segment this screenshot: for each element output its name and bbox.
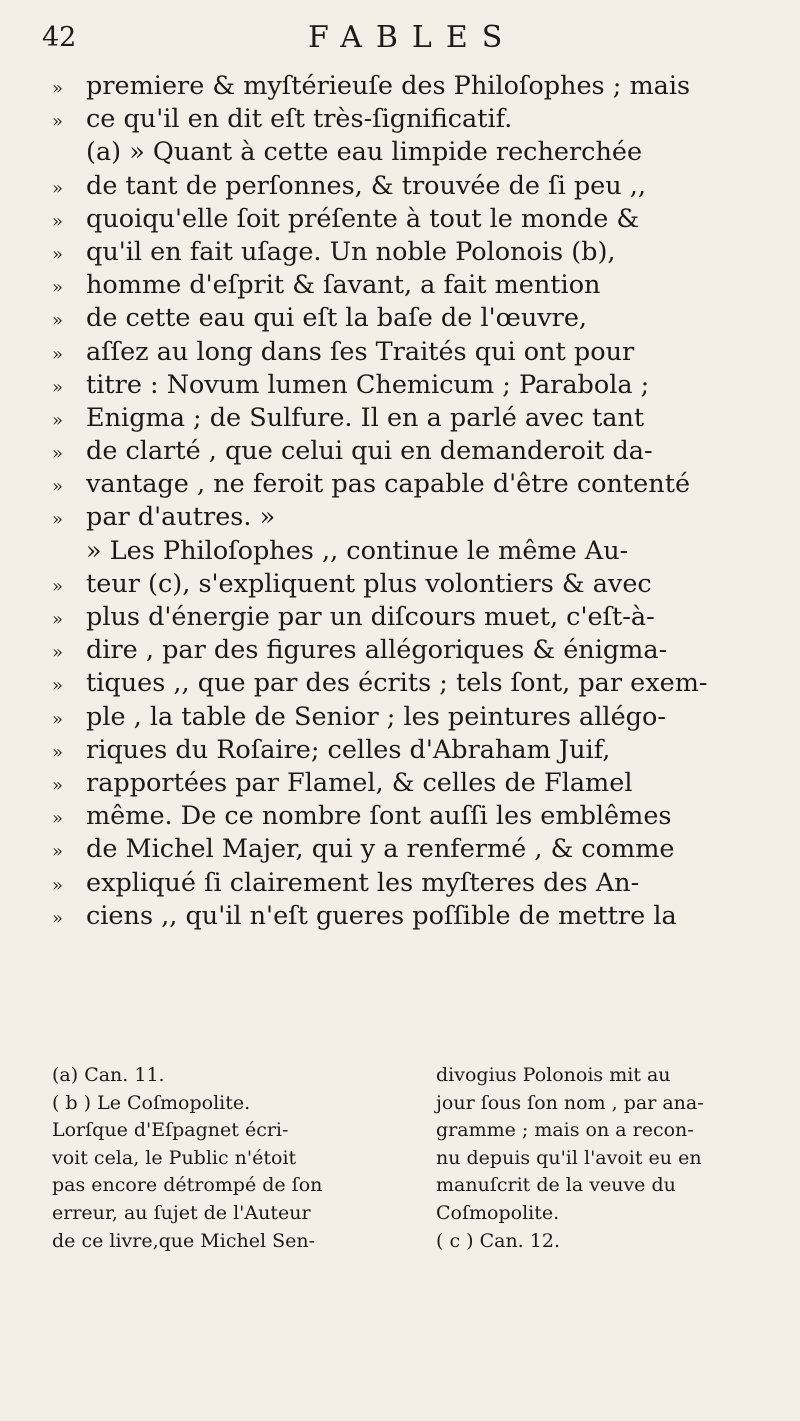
line-text: plus d'énergie par un diſcours muet, c'eſt-à- xyxy=(86,602,655,632)
footnote-line: gramme ; mais on a recon- xyxy=(436,1119,694,1142)
footnote-line: Coſmopolite. xyxy=(436,1201,560,1224)
text-line xyxy=(52,203,767,236)
quote-mark: » xyxy=(52,476,64,498)
line-text: dire , par des figures allégoriques & énigma- xyxy=(86,635,668,666)
quote-mark: » xyxy=(52,774,64,796)
text-line xyxy=(52,800,767,833)
quote-mark: » xyxy=(52,509,64,531)
text-line xyxy=(52,867,767,900)
page-number: 42 xyxy=(42,22,77,53)
quote-mark: » xyxy=(52,874,64,896)
line-text: rapportées par Flamel, & celles de Flamel xyxy=(86,767,633,798)
footnote-line: pas encore détrompé de ſon xyxy=(52,1174,323,1197)
line-text: de clarté , que celui qui en demanderoit da- xyxy=(86,436,653,467)
quote-mark: » xyxy=(52,708,64,730)
line-text: vantage , ne feroit pas capable d'être contenté xyxy=(86,469,691,500)
text-line xyxy=(52,336,767,369)
text-line xyxy=(52,468,767,501)
quote-mark: » xyxy=(52,111,64,133)
footnote-line: (a) Can. 11. xyxy=(52,1064,165,1086)
quote-mark: » xyxy=(52,575,64,597)
text-line xyxy=(52,535,767,568)
line-text: tiques ,, que par des écrits ; tels ſont, par exem- xyxy=(86,668,708,699)
text-line xyxy=(52,302,767,335)
footnote-line: ( b ) Le Coſmopolite. xyxy=(52,1091,251,1114)
line-text: par d'autres. » xyxy=(86,502,276,533)
text-line xyxy=(52,70,767,103)
footnote-line: divogius Polonois mit au xyxy=(436,1064,671,1086)
line-text: titre : Novum lumen Chemicum ; Parabola ; xyxy=(86,369,650,400)
line-text: » Les Philoſophes ,, continue le même Au- xyxy=(86,535,629,566)
text-line xyxy=(52,667,767,700)
line-text: ciens ,, qu'il n'eſt gueres poſſible de mettre la xyxy=(86,900,677,931)
line-text: qu'il en fait uſage. Un noble Polonois (b), xyxy=(86,236,616,267)
text-line xyxy=(52,170,767,203)
quote-mark: » xyxy=(52,675,64,697)
text-line xyxy=(52,435,767,468)
text-line xyxy=(52,269,767,302)
footnote-line: jour ſous ſon nom , par ana- xyxy=(436,1091,704,1114)
quote-mark: » xyxy=(52,907,64,929)
footnote-line: erreur, au ſujet de l'Auteur xyxy=(52,1201,311,1224)
quote-mark: » xyxy=(52,310,64,332)
main-text xyxy=(52,70,767,933)
quote-mark: » xyxy=(52,210,64,232)
line-text: riques du Roſaire; celles d'Abraham Juif, xyxy=(86,734,611,765)
quote-mark: » xyxy=(52,741,64,763)
line-text: de Michel Majer, qui y a renfermé , & comme xyxy=(86,834,675,865)
text-line xyxy=(52,103,767,136)
text-line xyxy=(52,136,767,169)
text-line xyxy=(52,734,767,767)
quote-mark: » xyxy=(52,78,64,99)
quote-mark: » xyxy=(52,243,64,265)
line-text: de tant de perſonnes, & trouvée de ſi peu ,, xyxy=(86,170,646,201)
footnote-line: voit cela, le Public n'étoit xyxy=(52,1146,297,1169)
line-text: aſſez au long dans ſes Traités qui ont pour xyxy=(86,336,635,367)
line-text: ple , la table de Senior ; les peintures allégo- xyxy=(86,701,666,732)
footnote-line: ( c ) Can. 12. xyxy=(436,1229,560,1252)
text-line xyxy=(52,767,767,800)
line-text: homme d'eſprit & ſavant, a fait mention xyxy=(86,270,601,301)
footnote-line: manuſcrit de la veuve du xyxy=(436,1174,676,1197)
quote-mark: » xyxy=(52,177,64,199)
text-line xyxy=(52,900,767,933)
line-text: (a) » Quant à cette eau limpide recherchée xyxy=(86,137,643,168)
page-header xyxy=(42,18,762,62)
quote-mark: » xyxy=(52,376,64,398)
quote-mark: » xyxy=(52,808,64,830)
quote-mark: » xyxy=(52,343,64,365)
text-line xyxy=(52,568,767,601)
line-text: quoiqu'elle ſoit préſente à tout le monde & xyxy=(86,203,640,234)
quote-mark: » xyxy=(52,642,64,664)
text-line xyxy=(52,601,767,634)
text-line xyxy=(52,402,767,435)
quote-mark: » xyxy=(52,443,64,465)
footnote-line: nu depuis qu'il l'avoit eu en xyxy=(436,1146,702,1169)
footnote-line: Lorſque d'Eſpagnet écri- xyxy=(52,1119,289,1142)
footnotes-right-column xyxy=(436,1062,784,1255)
line-text: expliqué ſi clairement les myſteres des An- xyxy=(86,867,640,898)
line-text: teur (c), s'expliquent plus volontiers & avec xyxy=(86,568,652,599)
quote-mark: » xyxy=(52,409,64,431)
running-title: FABLES xyxy=(308,20,517,55)
footnotes-left-column xyxy=(52,1062,400,1255)
quote-mark: » xyxy=(52,277,64,299)
text-line xyxy=(52,634,767,667)
quote-mark: » xyxy=(52,609,64,630)
line-text: premiere & myſtérieuſe des Philoſophes ; mais xyxy=(86,71,691,101)
text-line xyxy=(52,701,767,734)
text-line xyxy=(52,369,767,402)
line-text: de cette eau qui eſt la baſe de l'œuvre, xyxy=(86,303,588,334)
text-line xyxy=(52,236,767,269)
line-text: Enigma ; de Sulfure. Il en a parlé avec tant xyxy=(86,402,645,433)
text-line xyxy=(52,501,767,534)
quote-mark: » xyxy=(52,841,64,863)
footnote-line: de ce livre,que Michel Sen- xyxy=(52,1229,315,1252)
line-text: ce qu'il en dit eſt très-ſignificatif. xyxy=(86,104,513,135)
line-text: même. De ce nombre ſont auſſi les emblêmes xyxy=(86,801,672,832)
text-line xyxy=(52,833,767,866)
